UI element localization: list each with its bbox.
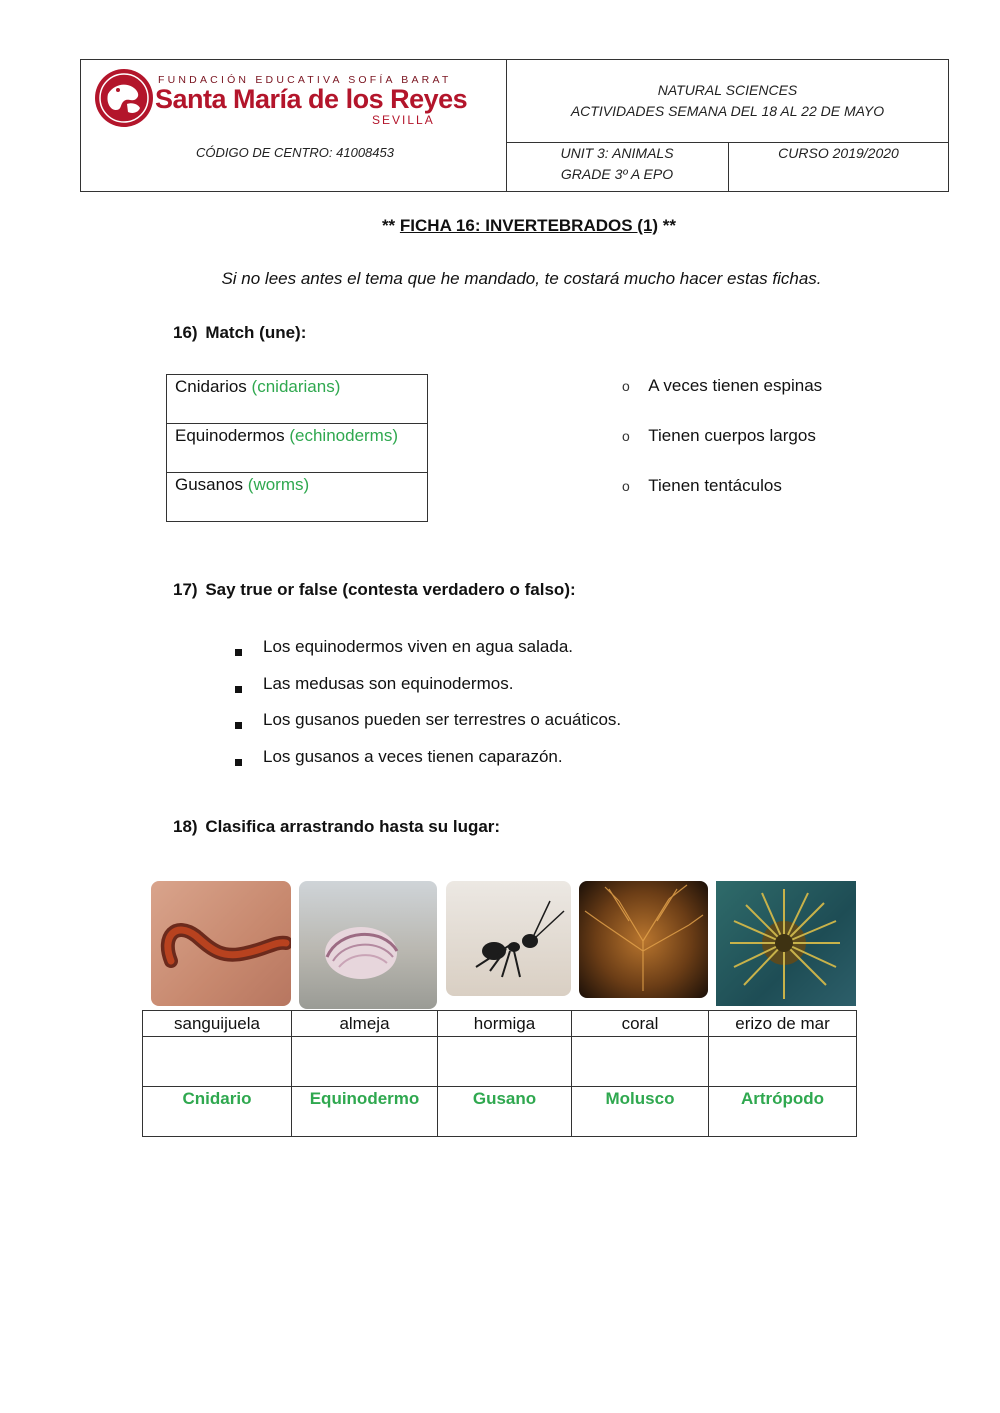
school-name: Santa María de los Reyes (155, 84, 468, 114)
ant-photo[interactable] (446, 881, 571, 996)
drop-zone[interactable] (143, 1037, 292, 1087)
q18-label: Clasifica arrastrando hasta su lugar: (205, 817, 501, 836)
q18-number: 18) (173, 817, 198, 836)
header-divider-horizontal (506, 142, 948, 143)
match-table (166, 374, 428, 522)
animal-name-cell: hormiga (438, 1011, 572, 1037)
q17-number: 17) (173, 580, 198, 599)
drop-zone-row (143, 1037, 857, 1087)
q16-label: Match (une): (205, 323, 307, 342)
tf-item[interactable] (235, 637, 573, 661)
square-bullet-icon (235, 686, 242, 693)
match-left-es: Equinodermos (175, 426, 285, 445)
match-right-text: A veces tienen espinas (648, 376, 823, 395)
ant-icon (446, 881, 571, 996)
category-draggable[interactable]: Gusano (438, 1087, 572, 1137)
match-right-text: Tienen tentáculos (648, 476, 782, 495)
drop-zone[interactable] (572, 1037, 709, 1087)
categories-row (143, 1087, 857, 1137)
drop-zone[interactable] (292, 1037, 438, 1087)
classification-table (142, 1010, 857, 1137)
match-left-es: Gusanos (175, 475, 244, 494)
match-left-es: Cnidarios (175, 377, 247, 396)
tf-item-text: Los gusanos a veces tienen caparazón. (263, 747, 563, 766)
animal-names-row (143, 1011, 857, 1037)
tf-item[interactable] (235, 674, 514, 698)
category-draggable[interactable]: Equinodermo (292, 1087, 438, 1137)
match-right-item[interactable] (622, 426, 816, 446)
square-bullet-icon (235, 649, 242, 656)
animal-name-cell: erizo de mar (709, 1011, 857, 1037)
tf-item[interactable] (235, 710, 622, 734)
intro-text: Si no lees antes el tema que he mandado, te costará mucho hacer estas fichas. (221, 269, 822, 288)
match-row[interactable] (167, 473, 428, 522)
animal-name-cell: almeja (292, 1011, 438, 1037)
match-left-en: (worms) (247, 475, 310, 494)
school-city: SEVILLA (372, 113, 435, 127)
foundation-name: FUNDACIÓN EDUCATIVA SOFÍA BARAT (158, 74, 452, 86)
animal-name-cell: coral (572, 1011, 709, 1037)
circle-bullet-icon: o (622, 428, 630, 444)
week-title: ACTIVIDADES SEMANA DEL 18 AL 22 DE MAYO (570, 103, 885, 119)
school-logo-icon (94, 68, 154, 128)
match-left-en: (echinoderms) (289, 426, 399, 445)
leech-photo[interactable] (151, 881, 291, 1006)
tf-item-text: Los equinodermos viven en agua salada. (263, 637, 573, 656)
category-draggable[interactable]: Artrópodo (709, 1087, 857, 1137)
coral-icon (579, 881, 708, 998)
match-row[interactable] (167, 424, 428, 473)
drop-zone[interactable] (438, 1037, 572, 1087)
q16-heading (173, 323, 306, 343)
category-draggable[interactable]: Cnidario (143, 1087, 292, 1137)
q17-heading (173, 580, 576, 600)
square-bullet-icon (235, 759, 242, 766)
match-right-text: Tienen cuerpos largos (648, 426, 816, 445)
tf-item-text: Las medusas son equinodermos. (263, 674, 514, 693)
drop-zone[interactable] (709, 1037, 857, 1087)
match-left-en: (cnidarians) (251, 377, 341, 396)
worksheet-title (0, 216, 1000, 236)
square-bullet-icon (235, 722, 242, 729)
clam-icon (299, 881, 437, 1009)
sea-urchin-photo[interactable] (716, 881, 856, 1006)
leech-icon (151, 881, 291, 1006)
q17-label: Say true or false (contesta verdadero o falso): (205, 580, 576, 599)
title-suffix: ** (658, 216, 677, 235)
course-label: CURSO 2019/2020 (778, 145, 899, 161)
grade-label: GRADE 3º A EPO (560, 166, 674, 182)
subject-title: NATURAL SCIENCES (657, 82, 798, 98)
circle-bullet-icon: o (622, 478, 630, 494)
sea-urchin-icon (716, 881, 856, 1006)
match-right-item[interactable] (622, 476, 782, 496)
tf-item[interactable] (235, 747, 563, 771)
coral-photo[interactable] (579, 881, 708, 998)
center-code: CÓDIGO DE CENTRO: 41008453 (196, 145, 394, 160)
circle-bullet-icon: o (622, 378, 630, 394)
unit-label: UNIT 3: ANIMALS (560, 145, 674, 161)
title-prefix: ** (381, 216, 400, 235)
category-draggable[interactable]: Molusco (572, 1087, 709, 1137)
q18-heading (173, 817, 500, 837)
match-row[interactable] (167, 375, 428, 424)
match-right-item[interactable] (622, 376, 822, 396)
title-text: FICHA 16: INVERTEBRADOS (1) (399, 216, 659, 235)
animal-name-cell: sanguijuela (143, 1011, 292, 1037)
clam-photo[interactable] (299, 881, 437, 1009)
tf-item-text: Los gusanos pueden ser terrestres o acuáticos. (263, 710, 622, 729)
q16-number: 16) (173, 323, 198, 342)
